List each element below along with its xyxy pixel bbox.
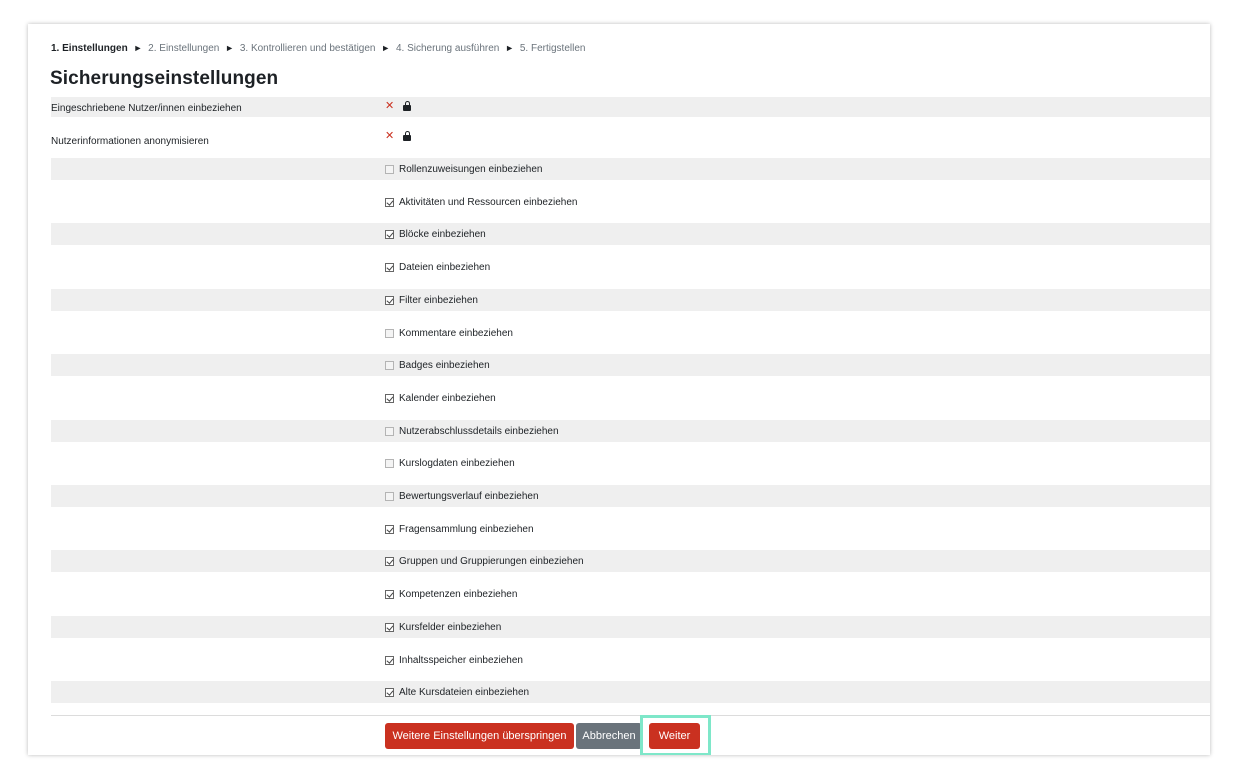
checkbox-label: Kommentare einbeziehen bbox=[399, 328, 513, 339]
checkbox-label: Kalender einbeziehen bbox=[399, 393, 496, 404]
checkbox-option[interactable] bbox=[385, 197, 577, 208]
checkbox-option[interactable] bbox=[385, 622, 501, 633]
lock-icon bbox=[403, 101, 411, 111]
breadcrumb-step-4: 4. Sicherung ausführen bbox=[395, 43, 500, 54]
checkbox-option[interactable] bbox=[385, 393, 496, 404]
checkbox-checked[interactable] bbox=[385, 590, 394, 599]
checkbox-row bbox=[51, 420, 1210, 442]
breadcrumb-step-3: 3. Kontrollieren und bestätigen bbox=[239, 43, 376, 54]
divider bbox=[51, 715, 1210, 716]
checkbox-label: Fragensammlung einbeziehen bbox=[399, 524, 534, 535]
checkbox-label: Blöcke einbeziehen bbox=[399, 229, 486, 240]
checkbox-label: Rollenzuweisungen einbeziehen bbox=[399, 164, 543, 175]
checkbox-row bbox=[51, 158, 1210, 180]
checkbox-row bbox=[51, 518, 1210, 540]
checkbox-row bbox=[51, 354, 1210, 376]
checkbox-unchecked[interactable] bbox=[385, 427, 394, 436]
breadcrumb-separator-icon: ► bbox=[225, 43, 235, 53]
breadcrumb-separator-icon: ► bbox=[133, 43, 143, 53]
checkbox-row bbox=[51, 322, 1210, 344]
checkbox-row bbox=[51, 191, 1210, 213]
x-icon: ✕ bbox=[385, 130, 395, 142]
checkbox-checked[interactable] bbox=[385, 623, 394, 632]
breadcrumb bbox=[51, 43, 585, 54]
checkbox-checked[interactable] bbox=[385, 688, 394, 697]
checkbox-option[interactable] bbox=[385, 426, 559, 437]
setting-label: Nutzerinformationen anonymisieren bbox=[51, 136, 209, 147]
checkbox-row bbox=[51, 550, 1210, 572]
page-title: Sicherungseinstellungen bbox=[50, 68, 279, 89]
next-button-highlight bbox=[640, 715, 711, 755]
checkbox-option[interactable] bbox=[385, 589, 517, 600]
checkbox-label: Badges einbeziehen bbox=[399, 360, 490, 371]
checkbox-option[interactable] bbox=[385, 687, 529, 698]
checkbox-label: Dateien einbeziehen bbox=[399, 262, 491, 273]
checkbox-option[interactable] bbox=[385, 458, 515, 469]
checkbox-checked[interactable] bbox=[385, 296, 394, 305]
checkbox-row bbox=[51, 649, 1210, 671]
next-button[interactable]: Weiter bbox=[649, 723, 700, 749]
checkbox-checked[interactable] bbox=[385, 656, 394, 665]
checkbox-unchecked[interactable] bbox=[385, 361, 394, 370]
checkbox-checked[interactable] bbox=[385, 263, 394, 272]
backup-settings-card bbox=[28, 24, 1210, 755]
checkbox-checked[interactable] bbox=[385, 230, 394, 239]
checkbox-label: Bewertungsverlauf einbeziehen bbox=[399, 491, 539, 502]
checkbox-checked[interactable] bbox=[385, 198, 394, 207]
checkbox-option[interactable] bbox=[385, 360, 490, 371]
skip-settings-button[interactable]: Weitere Einstellungen überspringen bbox=[385, 723, 574, 749]
checkbox-label: Aktivitäten und Ressourcen einbeziehen bbox=[399, 197, 578, 208]
checkbox-row bbox=[51, 223, 1210, 245]
checkbox-row bbox=[51, 681, 1210, 703]
checkbox-unchecked[interactable] bbox=[385, 459, 394, 468]
checkbox-option[interactable] bbox=[385, 295, 478, 306]
x-icon: ✕ bbox=[385, 100, 395, 112]
checkbox-label: Alte Kursdateien einbeziehen bbox=[399, 687, 530, 698]
checkbox-label: Kurslogdaten einbeziehen bbox=[399, 458, 515, 469]
checkbox-label: Nutzerabschlussdetails einbeziehen bbox=[399, 426, 559, 437]
breadcrumb-step-5: 5. Fertigstellen bbox=[519, 43, 586, 54]
breadcrumb-separator-icon: ► bbox=[505, 43, 515, 53]
breadcrumb-separator-icon: ► bbox=[381, 43, 391, 53]
checkbox-option[interactable] bbox=[385, 524, 534, 535]
checkbox-checked[interactable] bbox=[385, 525, 394, 534]
checkbox-option[interactable] bbox=[385, 229, 486, 240]
checkbox-row bbox=[51, 289, 1210, 311]
checkbox-row bbox=[51, 583, 1210, 605]
checkbox-row bbox=[51, 256, 1210, 278]
breadcrumb-step-1: 1. Einstellungen bbox=[51, 43, 128, 54]
setting-row-anonymize bbox=[51, 130, 1210, 150]
setting-value bbox=[385, 101, 411, 111]
setting-row-include-users bbox=[51, 97, 1210, 117]
checkbox-row bbox=[51, 485, 1210, 507]
checkbox-checked[interactable] bbox=[385, 394, 394, 403]
checkbox-option[interactable] bbox=[385, 262, 490, 273]
checkbox-checked[interactable] bbox=[385, 557, 394, 566]
setting-value bbox=[385, 131, 411, 141]
checkbox-option[interactable] bbox=[385, 328, 513, 339]
breadcrumb-step-2: 2. Einstellungen bbox=[148, 43, 220, 54]
setting-label: Eingeschriebene Nutzer/innen einbeziehen bbox=[51, 103, 242, 114]
checkbox-unchecked[interactable] bbox=[385, 165, 394, 174]
checkbox-label: Filter einbeziehen bbox=[399, 295, 478, 306]
checkbox-label: Inhaltsspeicher einbeziehen bbox=[399, 655, 523, 666]
checkbox-label: Gruppen und Gruppierungen einbeziehen bbox=[399, 556, 584, 567]
checkbox-unchecked[interactable] bbox=[385, 492, 394, 501]
checkbox-row bbox=[51, 452, 1210, 474]
cancel-button[interactable]: Abbrechen bbox=[576, 723, 642, 749]
checkbox-row bbox=[51, 616, 1210, 638]
lock-icon bbox=[403, 131, 411, 141]
checkbox-row bbox=[51, 387, 1210, 409]
checkbox-unchecked[interactable] bbox=[385, 329, 394, 338]
checkbox-label: Kompetenzen einbeziehen bbox=[399, 589, 518, 600]
checkbox-option[interactable] bbox=[385, 655, 523, 666]
checkbox-option[interactable] bbox=[385, 491, 539, 502]
checkbox-label: Kursfelder einbeziehen bbox=[399, 622, 502, 633]
checkbox-option[interactable] bbox=[385, 556, 584, 567]
checkbox-option[interactable] bbox=[385, 164, 542, 175]
